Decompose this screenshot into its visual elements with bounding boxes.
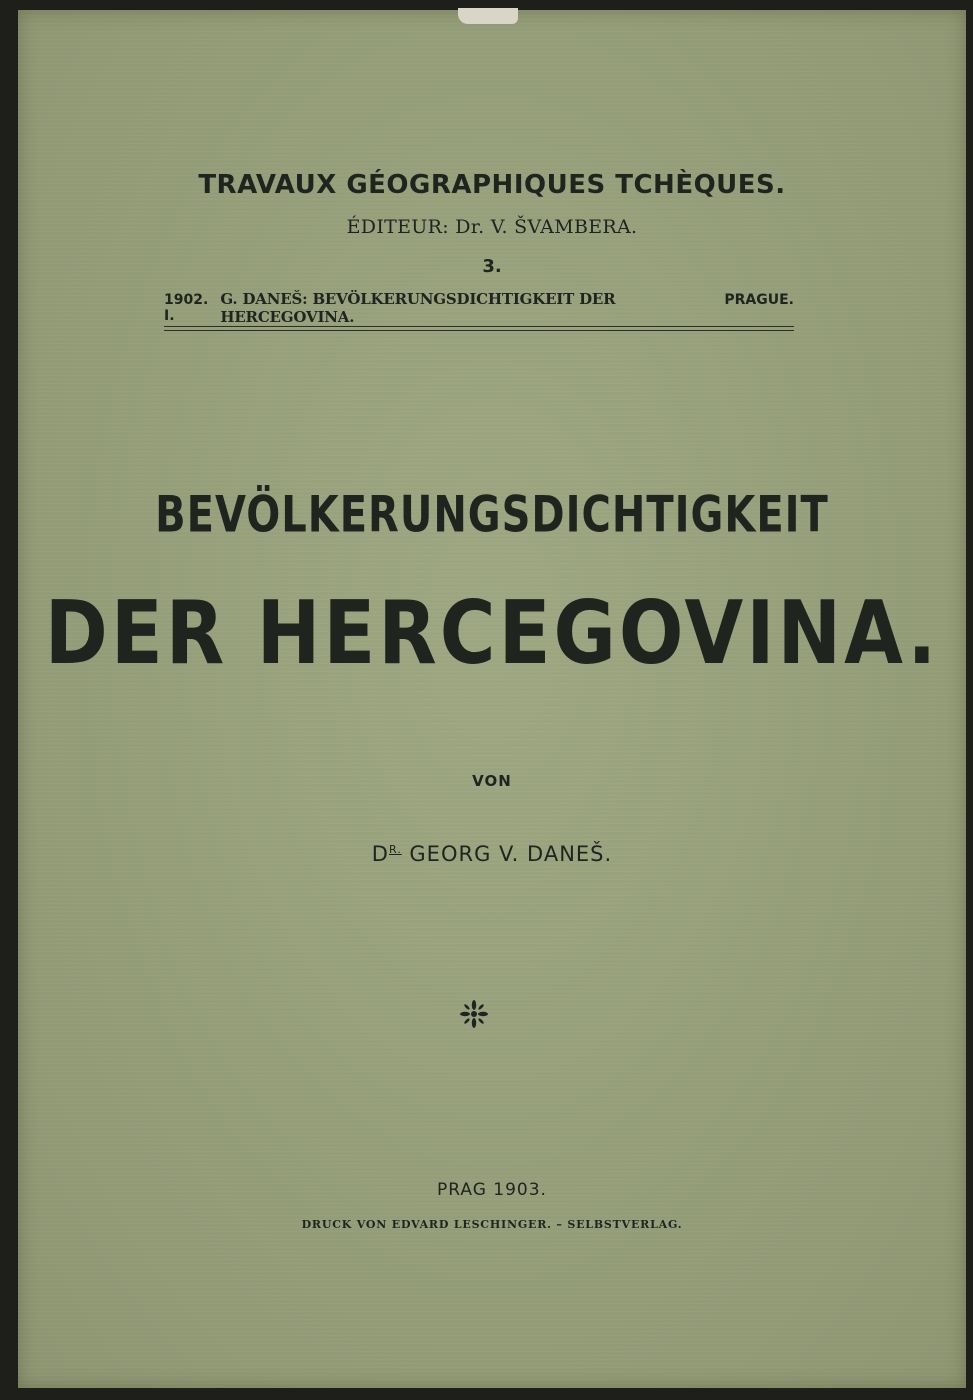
- editor-line: ÉDITEUR: Dr. V. ŠVAMBERA.: [346, 216, 638, 238]
- floral-ornament-icon: [456, 996, 492, 1032]
- by-word: VON: [472, 772, 512, 790]
- header-place: PRAGUE.: [724, 292, 794, 308]
- book-cover: [18, 10, 966, 1388]
- author-title-sup: R.: [388, 843, 402, 856]
- author-title: [372, 842, 402, 866]
- imprint-place-year: PRAG 1903.: [437, 1180, 547, 1200]
- imprint-printer: DRUCK VON EDVARD LESCHINGER. – SELBSTVERLAG.: [301, 1218, 683, 1231]
- author-title-main: D: [371, 842, 389, 866]
- double-rule: [164, 326, 794, 331]
- header-year: 1902. I.: [164, 292, 209, 324]
- main-title-line-2: DER HERCEGOVINA.: [44, 581, 940, 684]
- main-title-line-1: BEVÖLKERUNGSDICHTIGKEIT: [155, 486, 829, 544]
- citation-header: [164, 290, 794, 326]
- author-line: [18, 842, 966, 866]
- header-citation: G. DANEŠ: BEVÖLKERUNGSDICHTIGKEIT DER HERCEGOVINA.: [220, 290, 616, 326]
- series-title: TRAVAUX GÉOGRAPHIQUES TCHÈQUES.: [198, 170, 786, 200]
- author-name: GEORG V. DANEŠ.: [409, 842, 613, 866]
- volume-number: 3.: [482, 256, 502, 277]
- torn-notch: [458, 8, 518, 24]
